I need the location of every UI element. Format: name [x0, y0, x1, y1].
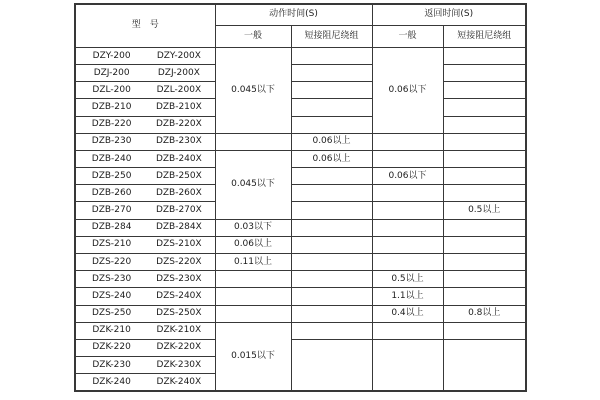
empty-cell: [291, 116, 372, 133]
table-row: [75, 185, 526, 202]
model-name-x: DZK-240X: [156, 376, 202, 387]
model-name-x: DZB-270X: [155, 205, 202, 216]
value-cell: 0.045以下: [215, 47, 291, 133]
value-cell: 0.045以下: [215, 150, 291, 219]
model-name: DZB-230: [91, 136, 132, 147]
model-name: DZK-230: [92, 359, 131, 370]
model-name-x: DZB-220X: [155, 119, 202, 130]
model-cell: [75, 219, 215, 236]
header-row-groups: [75, 4, 526, 25]
empty-cell: [443, 82, 526, 99]
value-cell: 0.03以下: [215, 219, 291, 236]
empty-cell: [291, 288, 372, 305]
model-name: DZB-220: [91, 119, 132, 130]
table-row: [75, 305, 526, 322]
empty-cell: [443, 339, 526, 391]
model-cell: [75, 357, 215, 374]
subheader-return-general: 一般: [372, 25, 443, 47]
model-cell: [75, 271, 215, 288]
model-cell: [75, 82, 215, 99]
model-name: DZS-250: [92, 308, 132, 319]
model-cell: [75, 202, 215, 219]
model-name: DZK-210: [92, 325, 131, 336]
model-name-x: DZJ-200X: [157, 67, 200, 78]
model-name-x: DZY-200X: [156, 50, 201, 61]
model-name-x: DZK-210X: [156, 325, 202, 336]
empty-cell: [215, 288, 291, 305]
model-cell: [75, 65, 215, 82]
empty-cell: [443, 65, 526, 82]
table-row: [75, 322, 526, 339]
model-cell: [75, 168, 215, 185]
empty-cell: [291, 99, 372, 116]
model-name-x: DZS-230X: [156, 273, 202, 284]
empty-cell: [443, 185, 526, 202]
empty-cell: [443, 219, 526, 236]
model-name: DZS-230: [92, 273, 132, 284]
empty-cell: [443, 254, 526, 271]
value-cell: 0.4以上: [372, 305, 443, 322]
table-row: [75, 150, 526, 167]
table-row: [75, 116, 526, 133]
empty-cell: [291, 339, 372, 391]
subheader-return-damping: 短接阻尼绕组: [443, 25, 526, 47]
model-name-x: DZB-284X: [155, 222, 202, 233]
empty-cell: [372, 339, 443, 391]
table-row: [75, 47, 526, 64]
empty-cell: [215, 271, 291, 288]
empty-cell: [291, 47, 372, 64]
model-name: DZB-284: [91, 222, 132, 233]
empty-cell: [443, 150, 526, 167]
model-cell: [75, 236, 215, 253]
model-name: DZS-240: [92, 290, 132, 301]
model-name-x: DZS-210X: [156, 239, 202, 250]
empty-cell: [443, 236, 526, 253]
empty-cell: [372, 150, 443, 167]
value-cell: 0.06以上: [291, 150, 372, 167]
table-row: [75, 254, 526, 271]
table-row: [75, 82, 526, 99]
model-name: DZJ-200: [93, 67, 130, 78]
model-name: DZK-240: [92, 376, 131, 387]
value-cell: 0.11以上: [215, 254, 291, 271]
model-cell: [75, 116, 215, 133]
empty-cell: [291, 254, 372, 271]
model-cell: [75, 288, 215, 305]
model-cell: [75, 305, 215, 322]
value-cell: 0.5以上: [443, 202, 526, 219]
model-name: DZB-260: [91, 187, 132, 198]
empty-cell: [215, 133, 291, 150]
value-cell: 0.06以下: [372, 168, 443, 185]
empty-cell: [443, 288, 526, 305]
table-row: [75, 339, 526, 356]
model-name: DZB-250: [91, 170, 132, 181]
empty-cell: [291, 185, 372, 202]
empty-cell: [443, 322, 526, 339]
value-cell: 0.015以下: [215, 322, 291, 391]
model-header-cell: 型 号: [75, 4, 215, 47]
model-name-x: DZS-250X: [156, 308, 202, 319]
model-name-x: DZB-210X: [155, 102, 202, 113]
empty-cell: [215, 305, 291, 322]
model-name: DZB-240: [91, 153, 132, 164]
empty-cell: [372, 202, 443, 219]
model-name-x: DZS-240X: [156, 290, 202, 301]
model-name: DZB-270: [91, 205, 132, 216]
subheader-action-general: 一般: [215, 25, 291, 47]
empty-cell: [291, 65, 372, 82]
return-time-header-cell: 返回时间(S): [372, 4, 526, 25]
empty-cell: [443, 47, 526, 64]
empty-cell: [291, 322, 372, 339]
model-name: DZB-210: [91, 102, 132, 113]
action-time-header-cell: 动作时间(S): [215, 4, 372, 25]
empty-cell: [443, 168, 526, 185]
empty-cell: [372, 219, 443, 236]
model-cell: [75, 339, 215, 356]
model-cell: [75, 133, 215, 150]
model-name: DZL-200: [92, 84, 131, 95]
model-name: DZS-210: [92, 239, 132, 250]
empty-cell: [443, 99, 526, 116]
empty-cell: [291, 305, 372, 322]
table-row: [75, 65, 526, 82]
empty-cell: [291, 168, 372, 185]
table-row: [75, 288, 526, 305]
empty-cell: [291, 219, 372, 236]
empty-cell: [372, 322, 443, 339]
empty-cell: [372, 133, 443, 150]
empty-cell: [291, 236, 372, 253]
model-name: DZS-220: [92, 256, 132, 267]
value-cell: 0.06以下: [372, 47, 443, 133]
model-name-x: DZK-230X: [156, 359, 202, 370]
model-name: DZK-220: [92, 342, 131, 353]
model-cell: [75, 185, 215, 202]
model-cell: [75, 150, 215, 167]
empty-cell: [372, 254, 443, 271]
table-row: [75, 99, 526, 116]
relay-timing-table: [74, 3, 527, 392]
value-cell: 1.1以上: [372, 288, 443, 305]
value-cell: 0.06以上: [291, 133, 372, 150]
model-name-x: DZB-260X: [155, 187, 202, 198]
model-cell: [75, 374, 215, 391]
table-row: [75, 271, 526, 288]
model-name-x: DZB-230X: [155, 136, 202, 147]
table-row: [75, 236, 526, 253]
value-cell: 0.06以上: [215, 236, 291, 253]
model-name-x: DZS-220X: [156, 256, 202, 267]
empty-cell: [291, 271, 372, 288]
model-cell: [75, 99, 215, 116]
empty-cell: [443, 116, 526, 133]
model-name-x: DZK-220X: [156, 342, 202, 353]
table-row: [75, 133, 526, 150]
model-cell: [75, 254, 215, 271]
empty-cell: [291, 202, 372, 219]
value-cell: 0.5以上: [372, 271, 443, 288]
empty-cell: [443, 133, 526, 150]
model-cell: [75, 47, 215, 64]
model-name-x: DZL-200X: [156, 84, 202, 95]
empty-cell: [372, 236, 443, 253]
model-name-x: DZB-240X: [155, 153, 202, 164]
empty-cell: [443, 271, 526, 288]
model-cell: [75, 322, 215, 339]
table-row: [75, 219, 526, 236]
table-row: [75, 202, 526, 219]
model-name-x: DZB-250X: [155, 170, 202, 181]
empty-cell: [372, 185, 443, 202]
model-name: DZY-200: [92, 50, 131, 61]
empty-cell: [291, 82, 372, 99]
subheader-action-damping: 短接阻尼绕组: [291, 25, 372, 47]
value-cell: 0.8以上: [443, 305, 526, 322]
table-row: [75, 168, 526, 185]
